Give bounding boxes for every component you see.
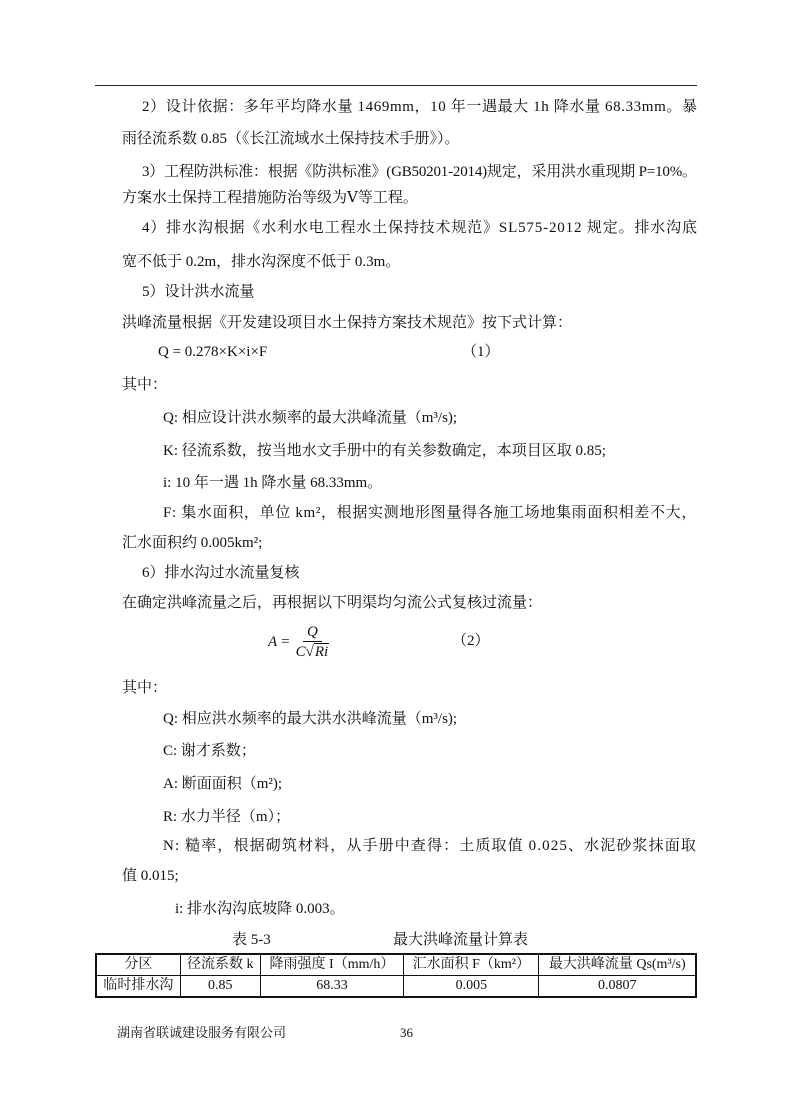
paragraph-line: 方案水土保持工程措施防治等级为Ⅴ等工程。 — [122, 190, 418, 206]
formula-root: Ri — [314, 643, 329, 660]
table-cell: 临时排水沟 — [96, 976, 180, 998]
table-caption-number: 表 5-3 — [232, 932, 271, 948]
flood-peak-table — [95, 953, 697, 998]
section-heading: 5）设计洪水流量 — [142, 284, 255, 300]
definition-line: 汇水面积约 0.005km²; — [122, 535, 263, 551]
page-number: 36 — [400, 1025, 413, 1040]
table-caption-title: 最大洪峰流量计算表 — [393, 932, 529, 948]
table-header: 分区 — [96, 954, 180, 976]
table-header-row — [96, 954, 696, 976]
table-header: 径流系数 k — [180, 954, 260, 976]
definition-line: 值 0.015; — [122, 868, 179, 884]
formula-denominator — [296, 642, 330, 662]
paragraph-line: 宽不低于 0.2m，排水沟深度不低于 0.3m。 — [122, 254, 401, 270]
formula-equals: = — [281, 633, 290, 650]
formula-1: Q = 0.278×K×i×F — [158, 344, 268, 360]
paragraph-line: 4）排水沟根据《水利水电工程水土保持技术规范》SL575-2012 规定。排水沟底 — [142, 220, 698, 236]
definition-line: i: 10 年一遇 1h 降水量 68.33mm。 — [163, 475, 383, 491]
formula-2-number: （2） — [452, 633, 490, 649]
definition-line: A: 断面面积（m²); — [163, 776, 283, 792]
table-header: 降雨强度 I（mm/h） — [260, 954, 403, 976]
sqrt-icon: √ — [305, 643, 314, 660]
formula-lhs: A — [268, 633, 278, 650]
formula-c: C — [295, 643, 306, 660]
table-cell: 0.85 — [180, 976, 260, 998]
definition-line: N: 糙率，根据砌筑材料，从手册中查得：土质取值 0.025、水泥砂浆抹面取 — [163, 838, 697, 854]
definition-line: K: 径流系数，按当地水文手册中的有关参数确定，本项目区取 0.85; — [163, 443, 606, 459]
definition-line: Q: 相应设计洪水频率的最大洪峰流量（m³/s); — [163, 410, 458, 426]
paragraph-line: 其中： — [122, 377, 168, 393]
table-cell: 0.0807 — [539, 976, 696, 998]
header-rule — [95, 85, 697, 86]
paragraph-line: 2）设计依据：多年平均降水量 1469mm，10 年一遇最大 1h 降水量 68.33mm。暴 — [142, 99, 698, 115]
paragraph-line: 3）工程防洪标准：根据《防洪标准》(GB50201-2014)规定，采用洪水重现期 P=10%。 — [142, 164, 697, 180]
formula-fraction — [296, 623, 330, 662]
paragraph-line: 洪峰流量根据《开发建设项目水土保持方案技术规范》按下式计算： — [122, 315, 573, 331]
formula-1-number: （1） — [462, 344, 500, 360]
table-header: 汇水面积 F（km²） — [404, 954, 539, 976]
formula-numerator: Q — [303, 623, 322, 642]
definition-line: i: 排水沟沟底坡降 0.003。 — [175, 901, 345, 917]
paragraph-line: 雨径流系数 0.85（《长江流域水土保持技术手册》）。 — [122, 131, 460, 147]
paragraph-line: 在确定洪峰流量之后，再根据以下明渠均匀流公式复核过流量： — [122, 595, 543, 611]
table-cell: 0.005 — [404, 976, 539, 998]
definition-line: R: 水力半径（m）； — [163, 809, 291, 825]
table-cell: 68.33 — [260, 976, 403, 998]
paragraph-line: 其中： — [122, 680, 168, 696]
table-row — [96, 976, 696, 998]
table-header: 最大洪峰流量 Qs(m³/s) — [539, 954, 696, 976]
definition-line: C: 谢才系数； — [163, 743, 256, 759]
footer-company: 湖南省联诚建设服务有限公司 — [117, 1025, 287, 1040]
definition-line: F: 集水面积，单位 km²，根据实测地形图量得各施工场地集雨面积相差不大， — [163, 505, 697, 521]
section-heading: 6）排水沟过水流量复核 — [142, 565, 300, 581]
definition-line: Q: 相应洪水频率的最大洪水洪峰流量（m³/s); — [163, 711, 458, 727]
formula-2 — [268, 622, 329, 662]
